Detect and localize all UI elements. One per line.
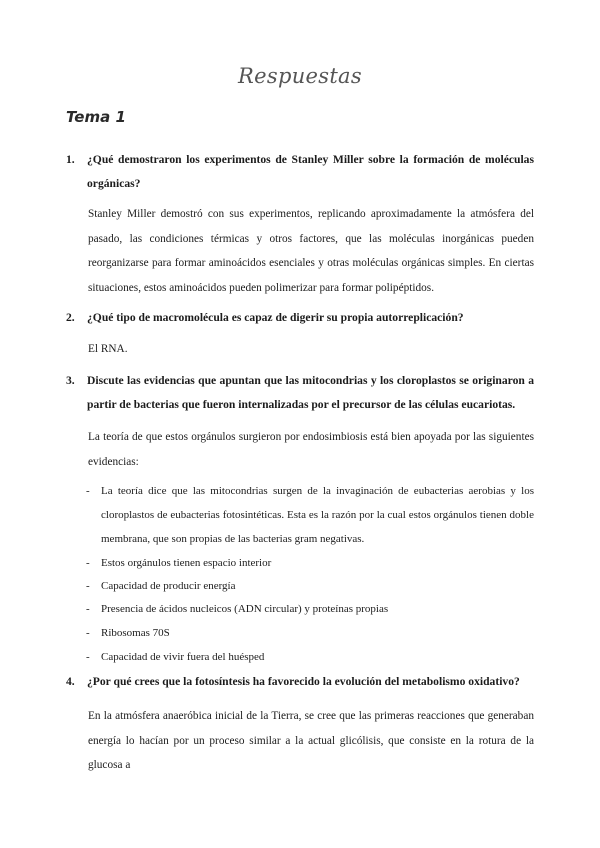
bullet-item	[86, 645, 534, 669]
bullet-item	[86, 621, 534, 645]
section-heading: Tema 1	[66, 108, 126, 126]
page-title: Respuestas	[238, 64, 362, 88]
question-1-number: 1.	[66, 153, 75, 166]
bullet-item	[86, 597, 534, 621]
bullet-text: Capacidad de producir energía	[101, 580, 236, 592]
bullet-text: Presencia de ácidos nucleicos (ADN circular) y proteínas propias	[101, 603, 389, 615]
bullet-marker: -	[86, 627, 90, 639]
bullet-marker: -	[86, 485, 90, 497]
question-3-text: Discute las evidencias que apuntan que las mitocondrias y los cloroplastos se originaron a partir de bacterias que fueron internalizadas por el precursor de las células eucariotas.	[87, 374, 534, 411]
bullet-marker: -	[86, 557, 90, 569]
question-3-number: 3.	[66, 374, 75, 387]
answer-1: Stanley Miller demostró con sus experimentos, replicando aproximadamente la atmósfera del pasado, las condiciones térmicas y otros factores, que las moléculas inorgánicas pueden reorganizarse para formar aminoácidos esenciales y otras moléculas orgánicas simples. En ciertas situaciones, estos aminoácidos pueden polimerizar para formar polipéptidos.	[88, 208, 534, 294]
answer-4: En la atmósfera anaeróbica inicial de la Tierra, se cree que las primeras reacciones que generaban energía lo hacían por un proceso similar a la actual glicólisis, que consiste en la rotura de la glucosa a	[88, 710, 534, 771]
bullet-item	[86, 551, 534, 575]
bullet-marker: -	[86, 603, 90, 615]
bullet-item	[86, 479, 534, 551]
answer-3-intro: La teoría de que estos orgánulos surgieron por endosimbiosis está bien apoyada por las siguientes evidencias:	[88, 431, 534, 468]
bullet-marker: -	[86, 580, 90, 592]
question-4-text: ¿Por qué crees que la fotosíntesis ha favorecido la evolución del metabolismo oxidativo?	[87, 675, 520, 688]
bullet-item	[86, 574, 534, 598]
question-4-number: 4.	[66, 675, 75, 688]
bullet-marker: -	[86, 651, 90, 663]
bullet-text: Estos orgánulos tienen espacio interior	[101, 557, 272, 569]
bullet-text: Capacidad de vivir fuera del huésped	[101, 651, 265, 663]
question-2	[66, 306, 534, 330]
question-2-text: ¿Qué tipo de macromolécula es capaz de digerir su propia autorreplicación?	[87, 311, 464, 324]
question-4	[66, 670, 534, 694]
bullet-text: Ribosomas 70S	[101, 627, 170, 639]
question-1	[66, 148, 534, 195]
question-1-text: ¿Qué demostraron los experimentos de Stanley Miller sobre la formación de moléculas orgánicas?	[87, 153, 534, 190]
question-2-number: 2.	[66, 311, 75, 324]
bullet-text: La teoría dice que las mitocondrias surgen de la invaginación de eubacterias aerobias y los cloroplastos de eubacterias fotosintéticas. Esta es la razón por la cual estos orgánulos tienen doble membrana, que son propias de las bacterias gram negativas.	[101, 485, 534, 545]
question-3	[66, 369, 534, 416]
answer-2: El RNA.	[88, 343, 128, 355]
